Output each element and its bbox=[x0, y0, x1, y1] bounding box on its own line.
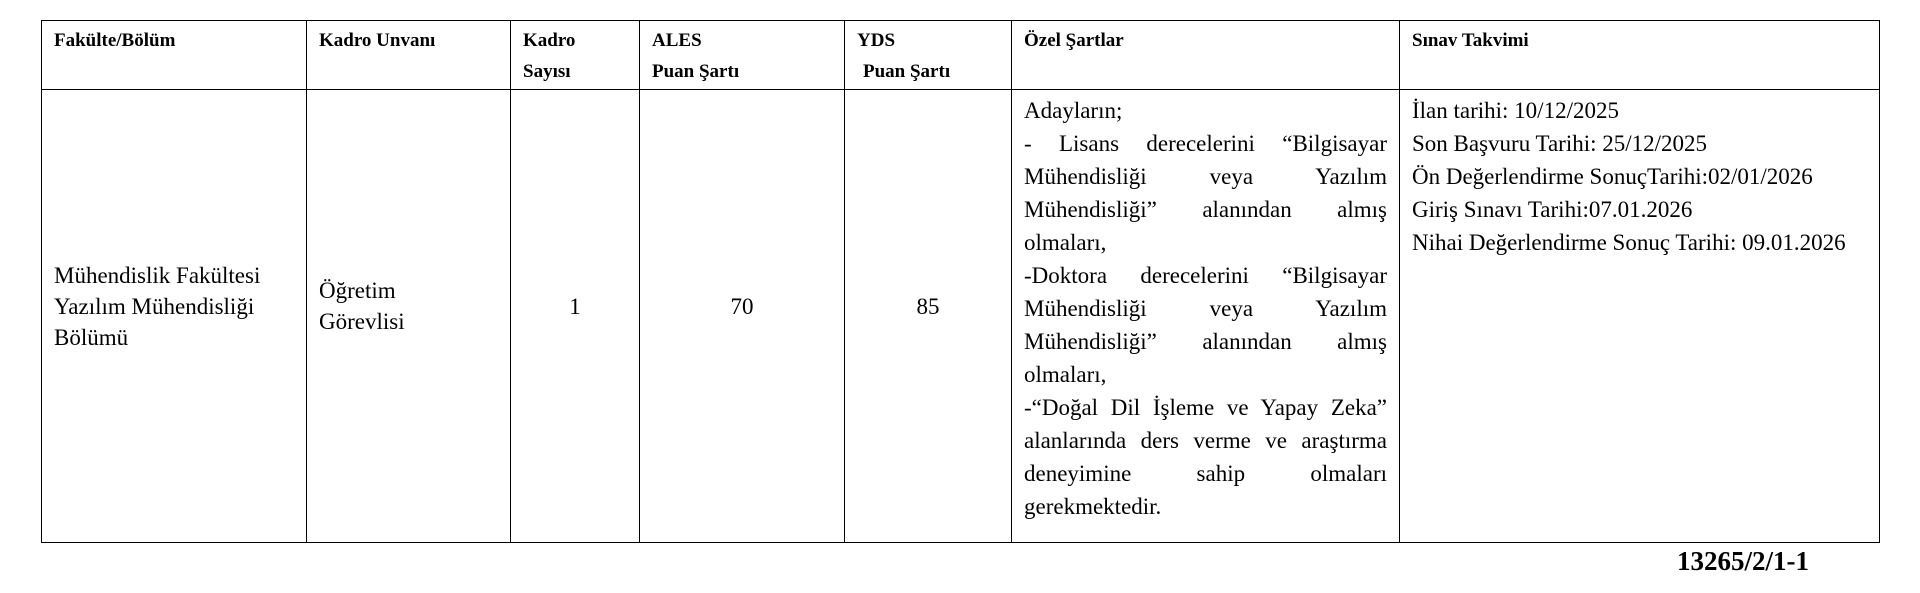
schedule-line: İlan tarihi: 10/12/2025 bbox=[1412, 98, 1619, 123]
staff-announcement-table bbox=[41, 20, 1880, 543]
cell-schedule bbox=[1400, 90, 1880, 543]
faculty-line: Mühendislik Fakültesi bbox=[54, 262, 261, 288]
title-line: Öğretim bbox=[319, 278, 396, 303]
header-schedule: Sınav Takvimi bbox=[1400, 21, 1880, 90]
header-yds-line2: Puan Şartı bbox=[863, 61, 951, 82]
header-ales-line2: Puan Şartı bbox=[652, 61, 740, 82]
header-count bbox=[511, 21, 640, 90]
header-title: Kadro Unvanı bbox=[307, 21, 511, 90]
schedule-line: Ön Değerlendirme SonuçTarihi:02/01/2026 bbox=[1412, 164, 1813, 189]
header-yds bbox=[845, 21, 1012, 90]
cell-conditions bbox=[1012, 90, 1400, 543]
header-ales bbox=[640, 21, 845, 90]
schedule-line: Giriş Sınavı Tarihi:07.01.2026 bbox=[1412, 197, 1693, 222]
header-count-line1: Kadro bbox=[523, 30, 576, 51]
table-header-row bbox=[42, 21, 1880, 90]
condition-paragraph: -Doktora derecelerini “Bilgisayar Mühendisliği veya Yazılım Mühendisliği” alanından almış olmaları, bbox=[1024, 263, 1387, 387]
schedule-line: Son Başvuru Tarihi: 25/12/2025 bbox=[1412, 131, 1708, 156]
faculty-line: Bölümü bbox=[54, 324, 129, 350]
page-code: 13265/2/1-1 bbox=[1677, 546, 1809, 576]
condition-paragraph: -“Doğal Dil İşleme ve Yapay Zeka” alanlarında ders verme ve araştırma deneyimine sahip olmaları gerekmektedir. bbox=[1024, 395, 1387, 519]
cell-ales: 70 bbox=[640, 90, 845, 543]
header-ales-line1: ALES bbox=[652, 30, 702, 51]
faculty-line: Yazılım Mühendisliği bbox=[54, 293, 255, 319]
schedule-line: Nihai Değerlendirme Sonuç Tarihi: 09.01.2026 bbox=[1412, 230, 1846, 255]
title-line: Görevlisi bbox=[319, 309, 405, 334]
condition-paragraph: Adayların; bbox=[1024, 98, 1123, 123]
cell-count: 1 bbox=[511, 90, 640, 543]
condition-paragraph: - Lisans derecelerini “Bilgisayar Mühendisliği veya Yazılım Mühendisliği” alanından almış olmaları, bbox=[1024, 131, 1387, 255]
header-yds-line1: YDS bbox=[857, 30, 896, 51]
cell-title bbox=[307, 90, 511, 543]
cell-yds: 85 bbox=[845, 90, 1012, 543]
header-count-line2: Sayısı bbox=[523, 61, 571, 82]
table-row bbox=[42, 90, 1880, 543]
cell-faculty bbox=[42, 90, 307, 543]
header-conditions: Özel Şartlar bbox=[1012, 21, 1400, 90]
header-faculty: Fakülte/Bölüm bbox=[42, 21, 307, 90]
